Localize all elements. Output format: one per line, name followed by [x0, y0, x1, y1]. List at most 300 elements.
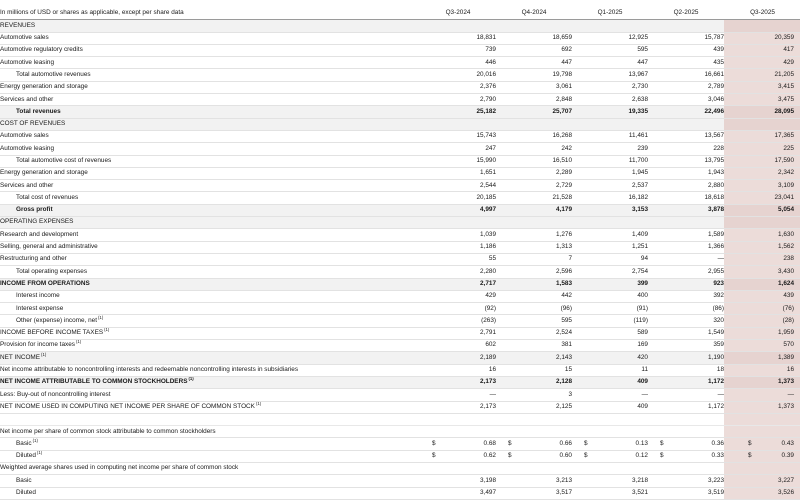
- cell-value: 1,251: [572, 241, 648, 253]
- row-label-text: Total operating expenses: [16, 267, 88, 275]
- row-label-text: Services and other: [0, 181, 54, 189]
- cell-value: 3,213: [496, 475, 572, 487]
- cell-value: [420, 217, 496, 229]
- cell-value: 442: [496, 290, 572, 302]
- table-row: [0, 462, 800, 474]
- cell-value: [572, 217, 648, 229]
- table-row: [0, 94, 800, 106]
- cell-value: 3: [496, 389, 572, 401]
- currency-symbol: $: [748, 452, 752, 460]
- cell-value: [648, 426, 724, 438]
- cell-value: 22,496: [648, 106, 724, 118]
- table-row: [0, 278, 800, 290]
- cell-value: 1,366: [648, 241, 724, 253]
- cell-value: 1,943: [648, 167, 724, 179]
- cell-value: 2,880: [648, 180, 724, 192]
- table-row: [0, 266, 800, 278]
- row-label: [0, 32, 420, 44]
- cell-value: 2,955: [648, 266, 724, 278]
- cell-value: (92): [420, 303, 496, 315]
- row-label: [0, 462, 420, 474]
- cell-value: 2,730: [572, 81, 648, 93]
- cell-value: 4,997: [420, 204, 496, 216]
- cell-value: [648, 438, 724, 450]
- cell-value: [420, 118, 496, 130]
- cell-value: 2,524: [496, 327, 572, 339]
- cell-value: [496, 438, 572, 450]
- table-row: [0, 315, 800, 327]
- row-label-text: Weighted average shares used in computing net income per share of common stock: [0, 464, 239, 472]
- cell-value: [496, 450, 572, 462]
- footnote-marker: (1): [188, 376, 194, 382]
- cell-value: 399: [572, 278, 648, 290]
- row-label-text: Selling, general and administrative: [0, 243, 98, 251]
- row-label: [0, 204, 420, 216]
- row-label-text: Automotive sales: [0, 34, 49, 42]
- table-row: [0, 155, 800, 167]
- table-row: [0, 487, 800, 499]
- cell-value: 19,798: [496, 69, 572, 81]
- row-label: [0, 94, 420, 106]
- cell-value-text: 0.66: [559, 439, 572, 447]
- row-label: [0, 241, 420, 253]
- cell-value: 2,125: [496, 401, 572, 413]
- cell-value: 3,153: [572, 204, 648, 216]
- row-label-text: NET INCOME ATTRIBUTABLE TO COMMON STOCKHOLDERS: [0, 378, 188, 386]
- cell-value: 15,787: [648, 32, 724, 44]
- row-label-text: COST OF REVENUES: [0, 120, 66, 128]
- cell-value: 1,039: [420, 229, 496, 241]
- footnote-marker: (1): [36, 450, 43, 456]
- cell-value: 2,376: [420, 81, 496, 93]
- footnote-marker: (1): [98, 314, 104, 320]
- row-label-text: OPERATING EXPENSES: [0, 218, 74, 226]
- footnote-marker: (1): [75, 339, 82, 345]
- table-row: [0, 204, 800, 216]
- row-label: [0, 253, 420, 265]
- cell-value: 692: [496, 44, 572, 56]
- cell-value: [496, 413, 572, 425]
- row-label-text: Automotive sales: [0, 132, 49, 140]
- cell-value: 11: [572, 364, 648, 376]
- cell-value: 225: [724, 143, 800, 155]
- table-row: [0, 352, 800, 364]
- cell-value: [572, 20, 648, 32]
- cell-value: 21,205: [724, 69, 800, 81]
- row-label: [0, 303, 420, 315]
- row-label-text: Total automotive cost of revenues: [16, 157, 112, 164]
- cell-value: 589: [572, 327, 648, 339]
- cell-value: 4,179: [496, 204, 572, 216]
- row-label: [0, 20, 420, 32]
- cell-value: [724, 413, 800, 425]
- cell-value: [496, 462, 572, 474]
- cell-value: 5,054: [724, 204, 800, 216]
- cell-value-text: 0.60: [559, 452, 572, 460]
- cell-value: 3,109: [724, 180, 800, 192]
- cell-value: 18: [648, 364, 724, 376]
- cell-value: [420, 426, 496, 438]
- cell-value: 25,182: [420, 106, 496, 118]
- cell-value: 739: [420, 44, 496, 56]
- cell-value: [496, 20, 572, 32]
- footnote-marker: (1): [255, 401, 262, 406]
- cell-value: 15,990: [420, 155, 496, 167]
- cell-value: 1,562: [724, 241, 800, 253]
- cell-value: [648, 413, 724, 425]
- cell-value: 3,519: [648, 487, 724, 499]
- footnote-marker: (1): [104, 327, 110, 333]
- cell-value: —: [420, 389, 496, 401]
- cell-value: 2,143: [496, 352, 572, 364]
- row-label-text: Less: Buy-out of noncontrolling interest: [0, 390, 111, 398]
- section-header-row: [0, 20, 800, 32]
- table-row: [0, 229, 800, 241]
- cell-value: 447: [496, 57, 572, 69]
- cell-value: 55: [420, 253, 496, 265]
- currency-symbol: $: [432, 439, 436, 447]
- cell-value: [724, 462, 800, 474]
- cell-value: [724, 217, 800, 229]
- cell-value: 94: [572, 253, 648, 265]
- cell-value: 2,189: [420, 352, 496, 364]
- currency-symbol: $: [432, 452, 436, 460]
- cell-value: 409: [572, 376, 648, 388]
- currency-symbol: $: [584, 452, 588, 460]
- cell-value: 2,848: [496, 94, 572, 106]
- cell-value: 18,618: [648, 192, 724, 204]
- cell-value: 2,280: [420, 266, 496, 278]
- row-label: [0, 57, 420, 69]
- row-label-text: NET INCOME USED IN COMPUTING NET INCOME PER SHARE OF COMMON STOCK: [0, 403, 255, 410]
- cell-value: (28): [724, 315, 800, 327]
- table-row: [0, 327, 800, 339]
- row-label-text: Energy generation and storage: [0, 83, 88, 91]
- cell-value: 11,700: [572, 155, 648, 167]
- table-row: [0, 192, 800, 204]
- row-label-text: Gross profit: [16, 206, 53, 214]
- cell-value: 16: [724, 364, 800, 376]
- cell-value: 3,475: [724, 94, 800, 106]
- cell-value: [572, 450, 648, 462]
- cell-value: [420, 20, 496, 32]
- cell-value: 25,707: [496, 106, 572, 118]
- table-row: [0, 475, 800, 487]
- column-header-q3-2025: Q3-2025: [724, 8, 800, 20]
- row-label: [0, 376, 420, 388]
- footnote-marker: (1): [32, 437, 38, 443]
- cell-value: —: [648, 389, 724, 401]
- cell-value: [572, 426, 648, 438]
- table-row: [0, 290, 800, 302]
- cell-value: 3,517: [496, 487, 572, 499]
- table-row: [0, 57, 800, 69]
- cell-value-text: 0.68: [483, 439, 496, 447]
- cell-value: 570: [724, 340, 800, 352]
- cell-value: —: [648, 253, 724, 265]
- row-label-text: Services and other: [0, 95, 54, 103]
- row-label: [0, 278, 420, 290]
- row-label: [0, 143, 420, 155]
- table-row: [0, 364, 800, 376]
- cell-value: 3,218: [572, 475, 648, 487]
- currency-symbol: $: [584, 439, 588, 447]
- cell-value: 238: [724, 253, 800, 265]
- cell-value: [496, 426, 572, 438]
- cell-value-text: 0.13: [635, 439, 648, 447]
- cell-value: 13,795: [648, 155, 724, 167]
- cell-value: 228: [648, 143, 724, 155]
- table-row: [0, 426, 800, 438]
- row-label: [0, 413, 420, 425]
- cell-value: —: [572, 389, 648, 401]
- cell-value: 16,182: [572, 192, 648, 204]
- cell-value: 239: [572, 143, 648, 155]
- row-label-text: NET INCOME: [0, 353, 41, 361]
- cell-value-text: 0.39: [781, 452, 794, 460]
- cell-value: 439: [724, 290, 800, 302]
- cell-value: 3,061: [496, 81, 572, 93]
- row-label-text: Net income per share of common stock attributable to common stockholders: [0, 427, 216, 435]
- cell-value: 359: [648, 340, 724, 352]
- cell-value: [420, 450, 496, 462]
- table-row: [0, 180, 800, 192]
- footnote-marker: (1): [41, 351, 47, 357]
- row-label: [0, 475, 420, 487]
- table-row: [0, 106, 800, 118]
- section-header-row: [0, 217, 800, 229]
- cell-value: 1,172: [648, 376, 724, 388]
- cell-value: [724, 450, 800, 462]
- currency-symbol: $: [748, 439, 752, 447]
- cell-value: 923: [648, 278, 724, 290]
- cell-value: 3,526: [724, 487, 800, 499]
- cell-value: 381: [496, 340, 572, 352]
- cell-value: 2,289: [496, 167, 572, 179]
- cell-value: 1,373: [724, 401, 800, 413]
- table-row: [0, 303, 800, 315]
- row-label-text: Total cost of revenues: [16, 193, 79, 201]
- column-header-q3-2024: Q3-2024: [420, 8, 496, 20]
- cell-value: [420, 438, 496, 450]
- table-row: [0, 143, 800, 155]
- cell-value: [648, 217, 724, 229]
- row-label-text: Restructuring and other: [0, 255, 67, 263]
- cell-value: [724, 20, 800, 32]
- row-label-text: Net income attributable to noncontrolling interests and redeemable noncontrolling interests in subsidiaries: [0, 366, 299, 374]
- cell-value: 2,342: [724, 167, 800, 179]
- cell-value: 23,041: [724, 192, 800, 204]
- cell-value: 19,335: [572, 106, 648, 118]
- cell-value: 1,549: [648, 327, 724, 339]
- cell-value: 11,461: [572, 130, 648, 142]
- cell-value: 439: [648, 44, 724, 56]
- cell-value: 21,528: [496, 192, 572, 204]
- cell-value: 13,567: [648, 130, 724, 142]
- cell-value: 1,959: [724, 327, 800, 339]
- cell-value: 446: [420, 57, 496, 69]
- row-label-text: Energy generation and storage: [0, 169, 88, 177]
- row-label: [0, 180, 420, 192]
- row-label-text: Diluted: [16, 489, 36, 497]
- cell-value-text: 0.33: [711, 452, 724, 460]
- row-label-text: Research and development: [0, 230, 79, 238]
- row-label: [0, 155, 420, 167]
- table-row: [0, 389, 800, 401]
- cell-value: 1,583: [496, 278, 572, 290]
- cell-value: 13,967: [572, 69, 648, 81]
- cell-value: 1,409: [572, 229, 648, 241]
- table-caption: In millions of USD or shares as applicable, except per share data: [0, 8, 420, 20]
- cell-value: 1,624: [724, 278, 800, 290]
- row-label: [0, 352, 420, 364]
- table-row: [0, 32, 800, 44]
- cell-value: 1,630: [724, 229, 800, 241]
- row-label-text: INCOME FROM OPERATIONS: [0, 279, 90, 287]
- cell-value: [420, 462, 496, 474]
- cell-value: [648, 450, 724, 462]
- cell-value: 429: [724, 57, 800, 69]
- cell-value: 20,185: [420, 192, 496, 204]
- cell-value: [420, 413, 496, 425]
- cell-value: 18,831: [420, 32, 496, 44]
- row-label-text: Interest expense: [16, 304, 64, 312]
- cell-value: [496, 217, 572, 229]
- cell-value: 3,497: [420, 487, 496, 499]
- row-label-text: Total revenues: [16, 107, 61, 115]
- row-label-text: INCOME BEFORE INCOME TAXES: [0, 329, 104, 337]
- row-label: [0, 450, 420, 462]
- cell-value: 16,661: [648, 69, 724, 81]
- cell-value: [724, 438, 800, 450]
- row-label: [0, 364, 420, 376]
- cell-value: [724, 426, 800, 438]
- cell-value: 392: [648, 290, 724, 302]
- row-label: [0, 426, 420, 438]
- cell-value: 3,415: [724, 81, 800, 93]
- cell-value: 3,878: [648, 204, 724, 216]
- currency-symbol: $: [660, 439, 664, 447]
- table-row: [0, 376, 800, 388]
- cell-value-text: 0.43: [781, 439, 794, 447]
- row-label: [0, 69, 420, 81]
- income-statement-table: [0, 8, 800, 500]
- cell-value: 1,313: [496, 241, 572, 253]
- row-label: [0, 44, 420, 56]
- cell-value: 2,173: [420, 376, 496, 388]
- column-header-q1-2025: Q1-2025: [572, 8, 648, 20]
- cell-value: 595: [496, 315, 572, 327]
- cell-value: 2,729: [496, 180, 572, 192]
- row-label-text: Diluted: [16, 452, 36, 460]
- cell-value: 2,128: [496, 376, 572, 388]
- row-label: [0, 81, 420, 93]
- row-label: [0, 389, 420, 401]
- cell-value: 2,789: [648, 81, 724, 93]
- column-header-q4-2024: Q4-2024: [496, 8, 572, 20]
- row-label: [0, 340, 420, 352]
- table-row: [0, 253, 800, 265]
- section-header-row: [0, 118, 800, 130]
- cell-value: 16: [420, 364, 496, 376]
- cell-value: 7: [496, 253, 572, 265]
- cell-value: —: [724, 389, 800, 401]
- table-row: [0, 413, 800, 425]
- cell-value: (119): [572, 315, 648, 327]
- row-label: [0, 106, 420, 118]
- table-row: [0, 438, 800, 450]
- row-label-text: REVENUES: [0, 21, 36, 29]
- cell-value: 17,365: [724, 130, 800, 142]
- cell-value: [496, 118, 572, 130]
- table-row: [0, 44, 800, 56]
- table-row: [0, 340, 800, 352]
- cell-value: 435: [648, 57, 724, 69]
- cell-value: [648, 20, 724, 32]
- table-row: [0, 130, 800, 142]
- cell-value: 15,743: [420, 130, 496, 142]
- cell-value: 20,359: [724, 32, 800, 44]
- cell-value: [572, 438, 648, 450]
- cell-value: 17,590: [724, 155, 800, 167]
- cell-value: 595: [572, 44, 648, 56]
- cell-value: 2,544: [420, 180, 496, 192]
- row-label: [0, 315, 420, 327]
- cell-value: 417: [724, 44, 800, 56]
- cell-value: 28,095: [724, 106, 800, 118]
- row-label: [0, 327, 420, 339]
- cell-value: 247: [420, 143, 496, 155]
- currency-symbol: $: [660, 452, 664, 460]
- cell-value: 2,596: [496, 266, 572, 278]
- row-label: [0, 487, 420, 499]
- table-body: [0, 8, 800, 499]
- cell-value: 1,190: [648, 352, 724, 364]
- cell-value: 12,925: [572, 32, 648, 44]
- row-label-text: Interest income: [16, 292, 60, 300]
- cell-value: 320: [648, 315, 724, 327]
- cell-value: 409: [572, 401, 648, 413]
- cell-value-text: 0.62: [483, 452, 496, 460]
- cell-value: 3,521: [572, 487, 648, 499]
- table-row: [0, 81, 800, 93]
- cell-value: 602: [420, 340, 496, 352]
- currency-symbol: $: [508, 439, 512, 447]
- row-label-text: Automotive regulatory credits: [0, 46, 83, 54]
- cell-value: (263): [420, 315, 496, 327]
- cell-value: 1,389: [724, 352, 800, 364]
- cell-value: 2,173: [420, 401, 496, 413]
- cell-value-text: 0.36: [711, 439, 724, 447]
- cell-value: 400: [572, 290, 648, 302]
- cell-value: 1,186: [420, 241, 496, 253]
- cell-value: 18,659: [496, 32, 572, 44]
- row-label: [0, 130, 420, 142]
- table-row: [0, 450, 800, 462]
- cell-value: 2,717: [420, 278, 496, 290]
- cell-value: (91): [572, 303, 648, 315]
- cell-value: [572, 462, 648, 474]
- row-label: [0, 192, 420, 204]
- cell-value: 1,589: [648, 229, 724, 241]
- cell-value: 169: [572, 340, 648, 352]
- table-header-row: [0, 8, 800, 20]
- cell-value: 2,638: [572, 94, 648, 106]
- row-label-text: Provision for income taxes: [0, 341, 75, 349]
- cell-value: [572, 118, 648, 130]
- table-row: [0, 241, 800, 253]
- row-label-text: Basic: [16, 476, 32, 484]
